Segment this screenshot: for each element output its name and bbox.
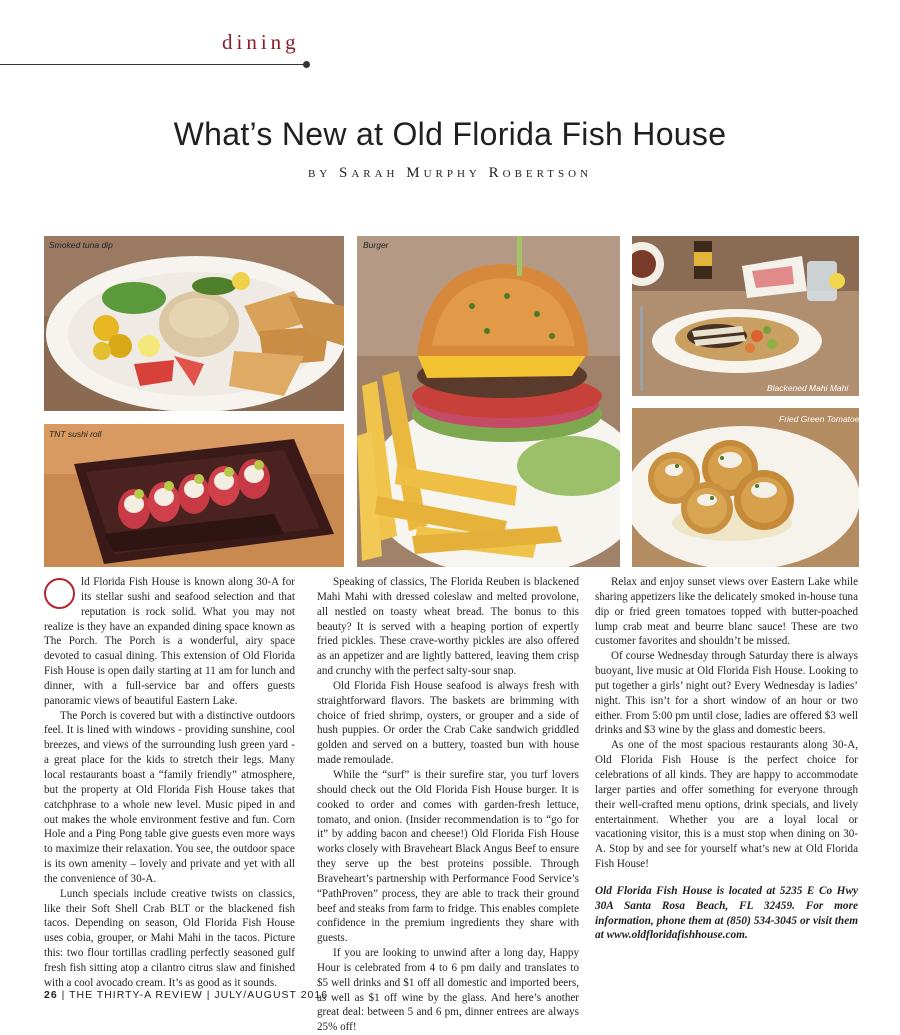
caption-blackened-mahi-mahi: Blackened Mahi Mahi xyxy=(767,383,849,393)
article-paragraph-2: The Porch is covered but with a distinctive outdoors feel. It is lined with windows - providing sunshine, cool breezes, and views of the surrounding lush green yard - a great place for the kids to stretch their legs. Many local restaurants boast a “family friendly” atmosphere, but the property at Old Florida Fish House takes that catchphrase to a whole new level. Music piped in and out makes the whole environment festive and fun. Corn Hole and a Ping Pong table give guests even more ways to maximize their relaxation. You see, the outdoor space is its own amenity – lovely and private and yet with all the convenience of 30-A. xyxy=(44,709,295,885)
section-rule xyxy=(0,64,307,65)
caption-smoked-tuna-dip: Smoked tuna dip xyxy=(49,240,113,250)
article-column-1 xyxy=(44,575,295,991)
article-paragraph-6: While the “surf” is their surefire star, you turf lovers should check out the Old Florida Fish House burger. It is cooked to order and comes with garden-fresh lettuce, tomato, and onion. (Insider recommendation is to “go for it” by adding bacon and cheese!) Old Florida Fish House works closely with Braveheart Black Angus Beef to ensure they serve up the best proteins possible. Through Braveheart’s partnership with Performance Food Service’s “PathProven” process, they are able to track their ground beef and steaks from farm to fridge. This enables complete confidence in the premium ingredients they share with guests. xyxy=(317,768,579,945)
headline: What’s New at Old Florida Fish House xyxy=(173,116,727,152)
article-paragraph-1-text: ld Florida Fish House is known along 30-A for its stellar sushi and seafood selection and that reputation is rock solid. What you may not realize is they have an expanded dining space known as The Porch. The Porch is a wonderful, airy space devoted to casual dining. This extension of Old Florida Fish House is open daily starting at 11 am for lunch and dinner, with a full-service bar and offers guests panoramic views of beautiful Eastern Lake. xyxy=(44,576,295,707)
publication-name: THE THIRTY-A REVIEW xyxy=(69,989,203,1001)
closing-info: Old Florida Fish House is located at 5235 E Co Hwy 30A Santa Rosa Beach, FL 32459. For more information, phone them at (850) 534-3045 or visit them at www.oldfloridafishhouse.com. xyxy=(595,884,858,942)
article-paragraph-7: If you are looking to unwind after a long day, Happy Hour is celebrated from 4 to 6 pm daily and translates to $5 well drinks and $1 off all domestic and imported beers, as well as $1 off wine by the glass. And here’s another great deal: between 5 and 6 pm, dinner entrees are always 25% off! xyxy=(317,947,579,1034)
photo-tnt-sushi-roll xyxy=(44,424,344,567)
page-number: 26 xyxy=(44,989,58,1001)
section-label: dining xyxy=(222,30,300,54)
article-paragraph-10: As one of the most spacious restaurants along 30-A, Old Florida Fish House is the perfect choice for celebrations of all kinds. They are happy to accommodate larger parties and offer something for everyone through their well-crafted menu options, drink specials, and lively entertainment. Whether you are a loyal local or vacationing visitor, this is a must stop when dining on 30-A. Stop by and see for yourself what’s new at Old Florida Fish House! xyxy=(595,739,858,871)
article-paragraph-3: Lunch specials include creative twists on classics, like their Soft Shell Crab BLT or the blackened fish tacos. Depending on season, Old Florida Fish House uses cobia, grouper, or Mahi Mahi in the tacos. Picture this: two flour tortillas cradling perfectly seasoned gulf fresh fish sitting atop a cilantro citrus slaw and finished with a cool avocado cream. It’s as good as it sounds. xyxy=(44,887,295,989)
caption-burger: Burger xyxy=(363,240,389,250)
footer-separator: | xyxy=(61,989,70,1001)
photo-blackened-mahi-mahi xyxy=(632,236,859,396)
article-paragraph-5: Old Florida Fish House seafood is always fresh with straightforward flavors. The baskets are brimming with choice of fried shrimp, oysters, or grouper and a side of hush puppies. Or order the Crab Cake sandwich griddled golden and served on a buttery, toasted bun with house made remoulade. xyxy=(317,679,579,767)
photo-burger xyxy=(357,236,620,567)
article-paragraph-9: Of course Wednesday through Saturday there is always buoyant, live music at Old Florida Fish House. Looking to put together a girls’ night out? Every Wednesday is ladies’ night. This isn’t for a short window of an hour or two either. From 5:00 pm until close, ladies are offered $3 well drinks and $3 wine by the glass and domestic beers. xyxy=(595,650,858,737)
article-column-3 xyxy=(595,575,858,943)
article-paragraph-4: Speaking of classics, The Florida Reuben is blackened Mahi Mahi with dressed coleslaw and melted provolone, all nestled on toasty wheat bread. The bonus to this beauty? It is served with a heaping portion of expertly fried pickles. These crave-worthy pickles are also offered as an appetizer and are lightly battered, leaving them crisp and crunchy with the perfect salty-sour snap. xyxy=(317,576,579,678)
caption-tnt-sushi-roll: TNT sushi roll xyxy=(49,429,102,439)
page-footer xyxy=(44,989,328,1001)
issue-date: JULY/AUGUST 2016 xyxy=(214,989,329,1001)
caption-fried-green-tomatoes: Fried Green Tomatoes xyxy=(779,414,864,424)
photo-fried-green-tomatoes xyxy=(632,408,859,567)
section-rule-dot xyxy=(303,61,310,68)
byline: by Sarah Murphy Robertson xyxy=(307,165,593,181)
drop-cap xyxy=(44,578,75,609)
article-column-2 xyxy=(317,575,579,1035)
article-paragraph-1 xyxy=(44,575,295,709)
footer-separator: | xyxy=(206,989,215,1001)
article-paragraph-8: Relax and enjoy sunset views over Eastern Lake while sharing appetizers like the delicately smoked in-house tuna dip or fried green tomatoes topped with butter-poached lump crab meat and beurre blanc sauce! These are two customer favorites and shouldn’t be missed. xyxy=(595,576,858,648)
photo-smoked-tuna-dip xyxy=(44,236,344,411)
